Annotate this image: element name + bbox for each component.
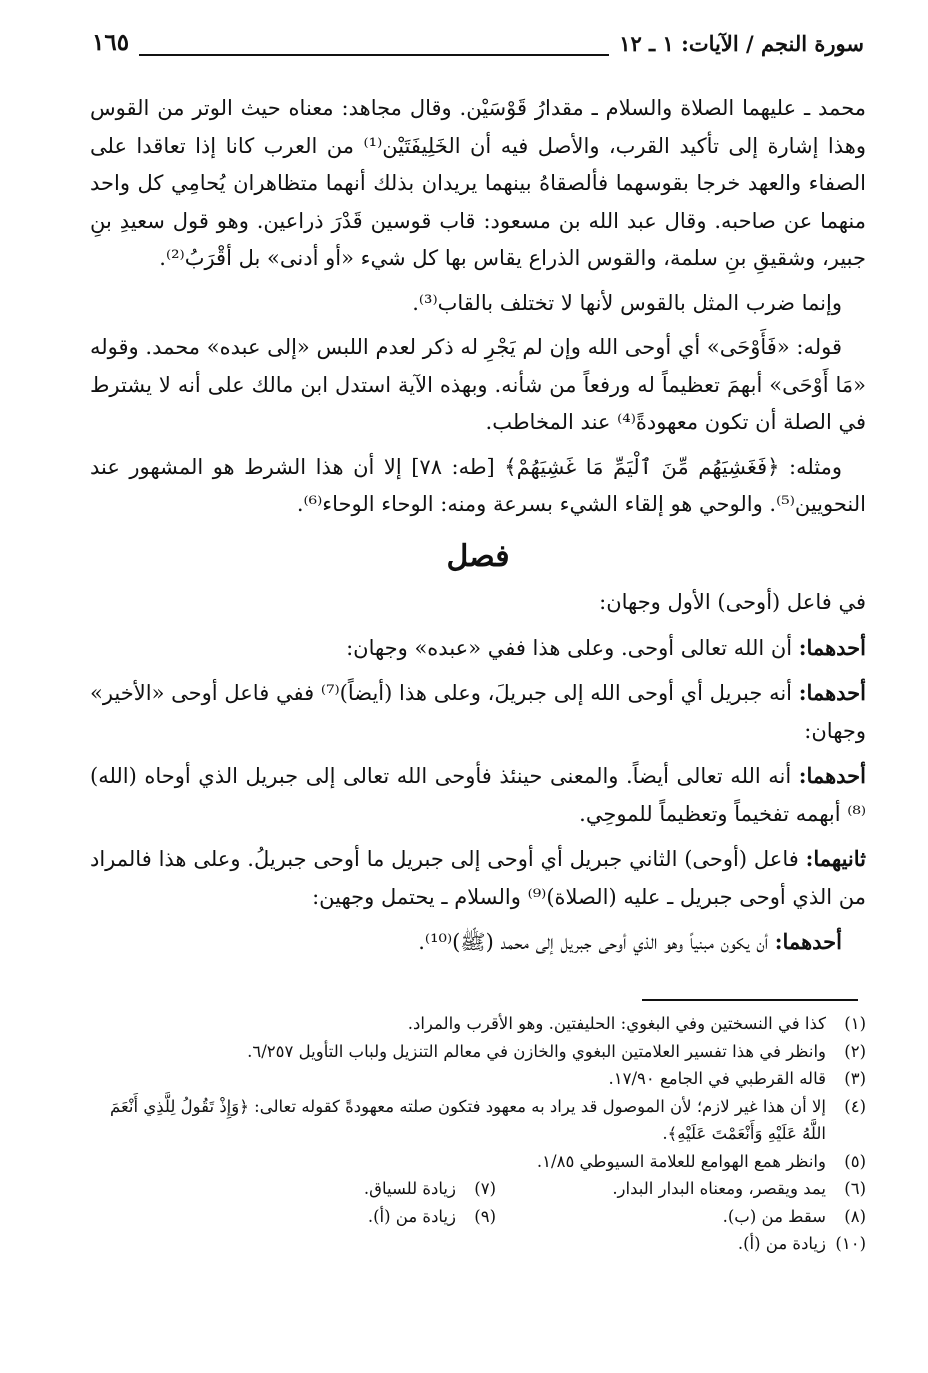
section-paragraph-5: ثانيهما: فاعل (أوحى) الثاني جبريل أي أوحى إلى جبريل ما أوحى جبريلُ. وعلى هذا فالمراد من الذي أوحى جبريل ـ عليه (الصلاة)⁽⁹⁾ والسلام ـ يحتمل وجهين: (90, 846, 866, 909)
footnotes (90, 1010, 866, 1258)
paragraph-1: محمد ـ عليهما الصلاة والسلام ـ مقدارُ قَوْسَيْن. وقال مجاهد: معناه حيث الوتر من القوس وهذا إشارة إلى تأكيد القرب، والأصل فيه أن الخَلِيفَتَيْن⁽¹⁾ من العرب كانا إذا تعاقدا على الصفاء والعهد خرجا بقوسهما فألصقاهُ بينهما يريدان بذلك أنهما متظاهران يُحامِي كل واحد منهما عن صاحبه. وقال عبد الله بن مسعود: قاب قوسين قَدْرَ ذراعين. وهو قول سعيدِ بنِ جبير، وشقيقِ بنِ سلمة، والقوس الذراع يقاس بها كل شيء «أو أدنى» بل أقْرَبُ⁽²⁾. (90, 96, 866, 270)
footnote-separator (642, 999, 858, 1001)
header-rule (139, 28, 609, 56)
section-paragraph-6: أحدهما: أن يكون مبنياً وهو الذي أوحى جبريل إلى محمد (ﷺ)⁽¹⁰⁾. (418, 929, 842, 954)
paragraph-3: قوله: «فَأَوْحَى» أي أوحى الله وإن لم يَجْرِ له ذكر لعدم اللبس «إلى عبده» محمد. وقوله «مَا أَوْحَى» أبهمَ تعظيماً له ورفعاً من شأنه. وبهذه الآية استدل ابن مالك على أنه لا يشترط في الصلة أن تكون معهودةً⁽⁴⁾ عند المخاطب. (90, 335, 866, 434)
footnote-4: (٤) إلا أن هذا غير لازم؛ لأن الموصول قد يراد به معهود فتكون صلته معهودةً كقوله تعالى: ﴿وَإِذْ تَقُولُ لِلَّذِي أَنْعَمَ اللَّهُ عَلَيْهِ وَأَنْعَمْتَ عَلَيْهِ﴾. (109, 1096, 866, 1143)
footnote-2: (٢) وانظر في هذا تفسير العلامتين البغوي والخازن في معالم التنزيل ولباب التأويل ٦/٢٥٧. (247, 1041, 866, 1061)
section-paragraph-1: في فاعل (أوحى) الأول وجهان: (599, 590, 866, 614)
footnote-1: (١) كذا في النسختين وفي البغوي: الحليفتين. وهو الأقرب والمراد. (407, 1014, 866, 1033)
footnote-7: (٧) زيادة للسياق. (363, 1179, 496, 1198)
footnote-9: (٩) زيادة من (أ). (367, 1206, 496, 1226)
section-paragraph-4: أحدهما: أنه الله تعالى أيضاً. والمعنى حينئذ فأوحى الله تعالى إلى جبريل الذي أوحاه (الله)⁽⁸⁾ أبهمه تفخيماً وتعظيماً للموحِي. (90, 763, 866, 826)
main-text (90, 90, 866, 969)
running-header (92, 22, 864, 56)
page-number: ١٦٥ (92, 29, 130, 56)
footnote-row-6-7 (90, 1175, 866, 1203)
surah-title: سورة النجم / الآيات: ١ ـ ١٢ (619, 31, 864, 56)
paragraph-4: ومثله: ﴿فَغَشِيَهُم مِّنَ ٱلْيَمِّ مَا غَشِيَهُمْ﴾ [طه: ٧٨] إلا أن هذا الشرط هو المشهور عند النحويين⁽⁵⁾. والوحي هو إلقاء الشيء بسرعة ومنه: الوحاء الوحاء⁽⁶⁾. (90, 454, 866, 516)
section-paragraph-3: أحدهما: أنه جبريل أي أوحى الله إلى جبريلَ، وعلى هذا (أيضاً)⁽⁷⁾ ففي فاعل أوحى «الأخير» وجهان: (90, 680, 866, 743)
section-paragraph-2: أحدهما: أن الله تعالى أوحى. وعلى هذا ففي «عبده» وجهان: (346, 634, 866, 660)
footnote-5: (٥) وانظر همع الهوامع للعلامة السيوطي ١/٨٥. (536, 1151, 866, 1171)
paragraph-2: وإنما ضرب المثل بالقوس لأنها لا تختلف بالقاب⁽³⁾. (412, 290, 842, 315)
footnote-8: (٨) سقط من (ب). (722, 1206, 866, 1226)
footnote-3: (٣) قاله القرطبي في الجامع ١٧/٩٠. (608, 1069, 866, 1088)
footnote-10: (١٠) زيادة من (أ). (737, 1234, 866, 1253)
footnote-6: (٦) يمد ويقصر، ومعناه البدار البدار. (612, 1179, 866, 1198)
footnote-row-8-9 (90, 1203, 866, 1231)
section-heading: فصل (446, 538, 510, 574)
